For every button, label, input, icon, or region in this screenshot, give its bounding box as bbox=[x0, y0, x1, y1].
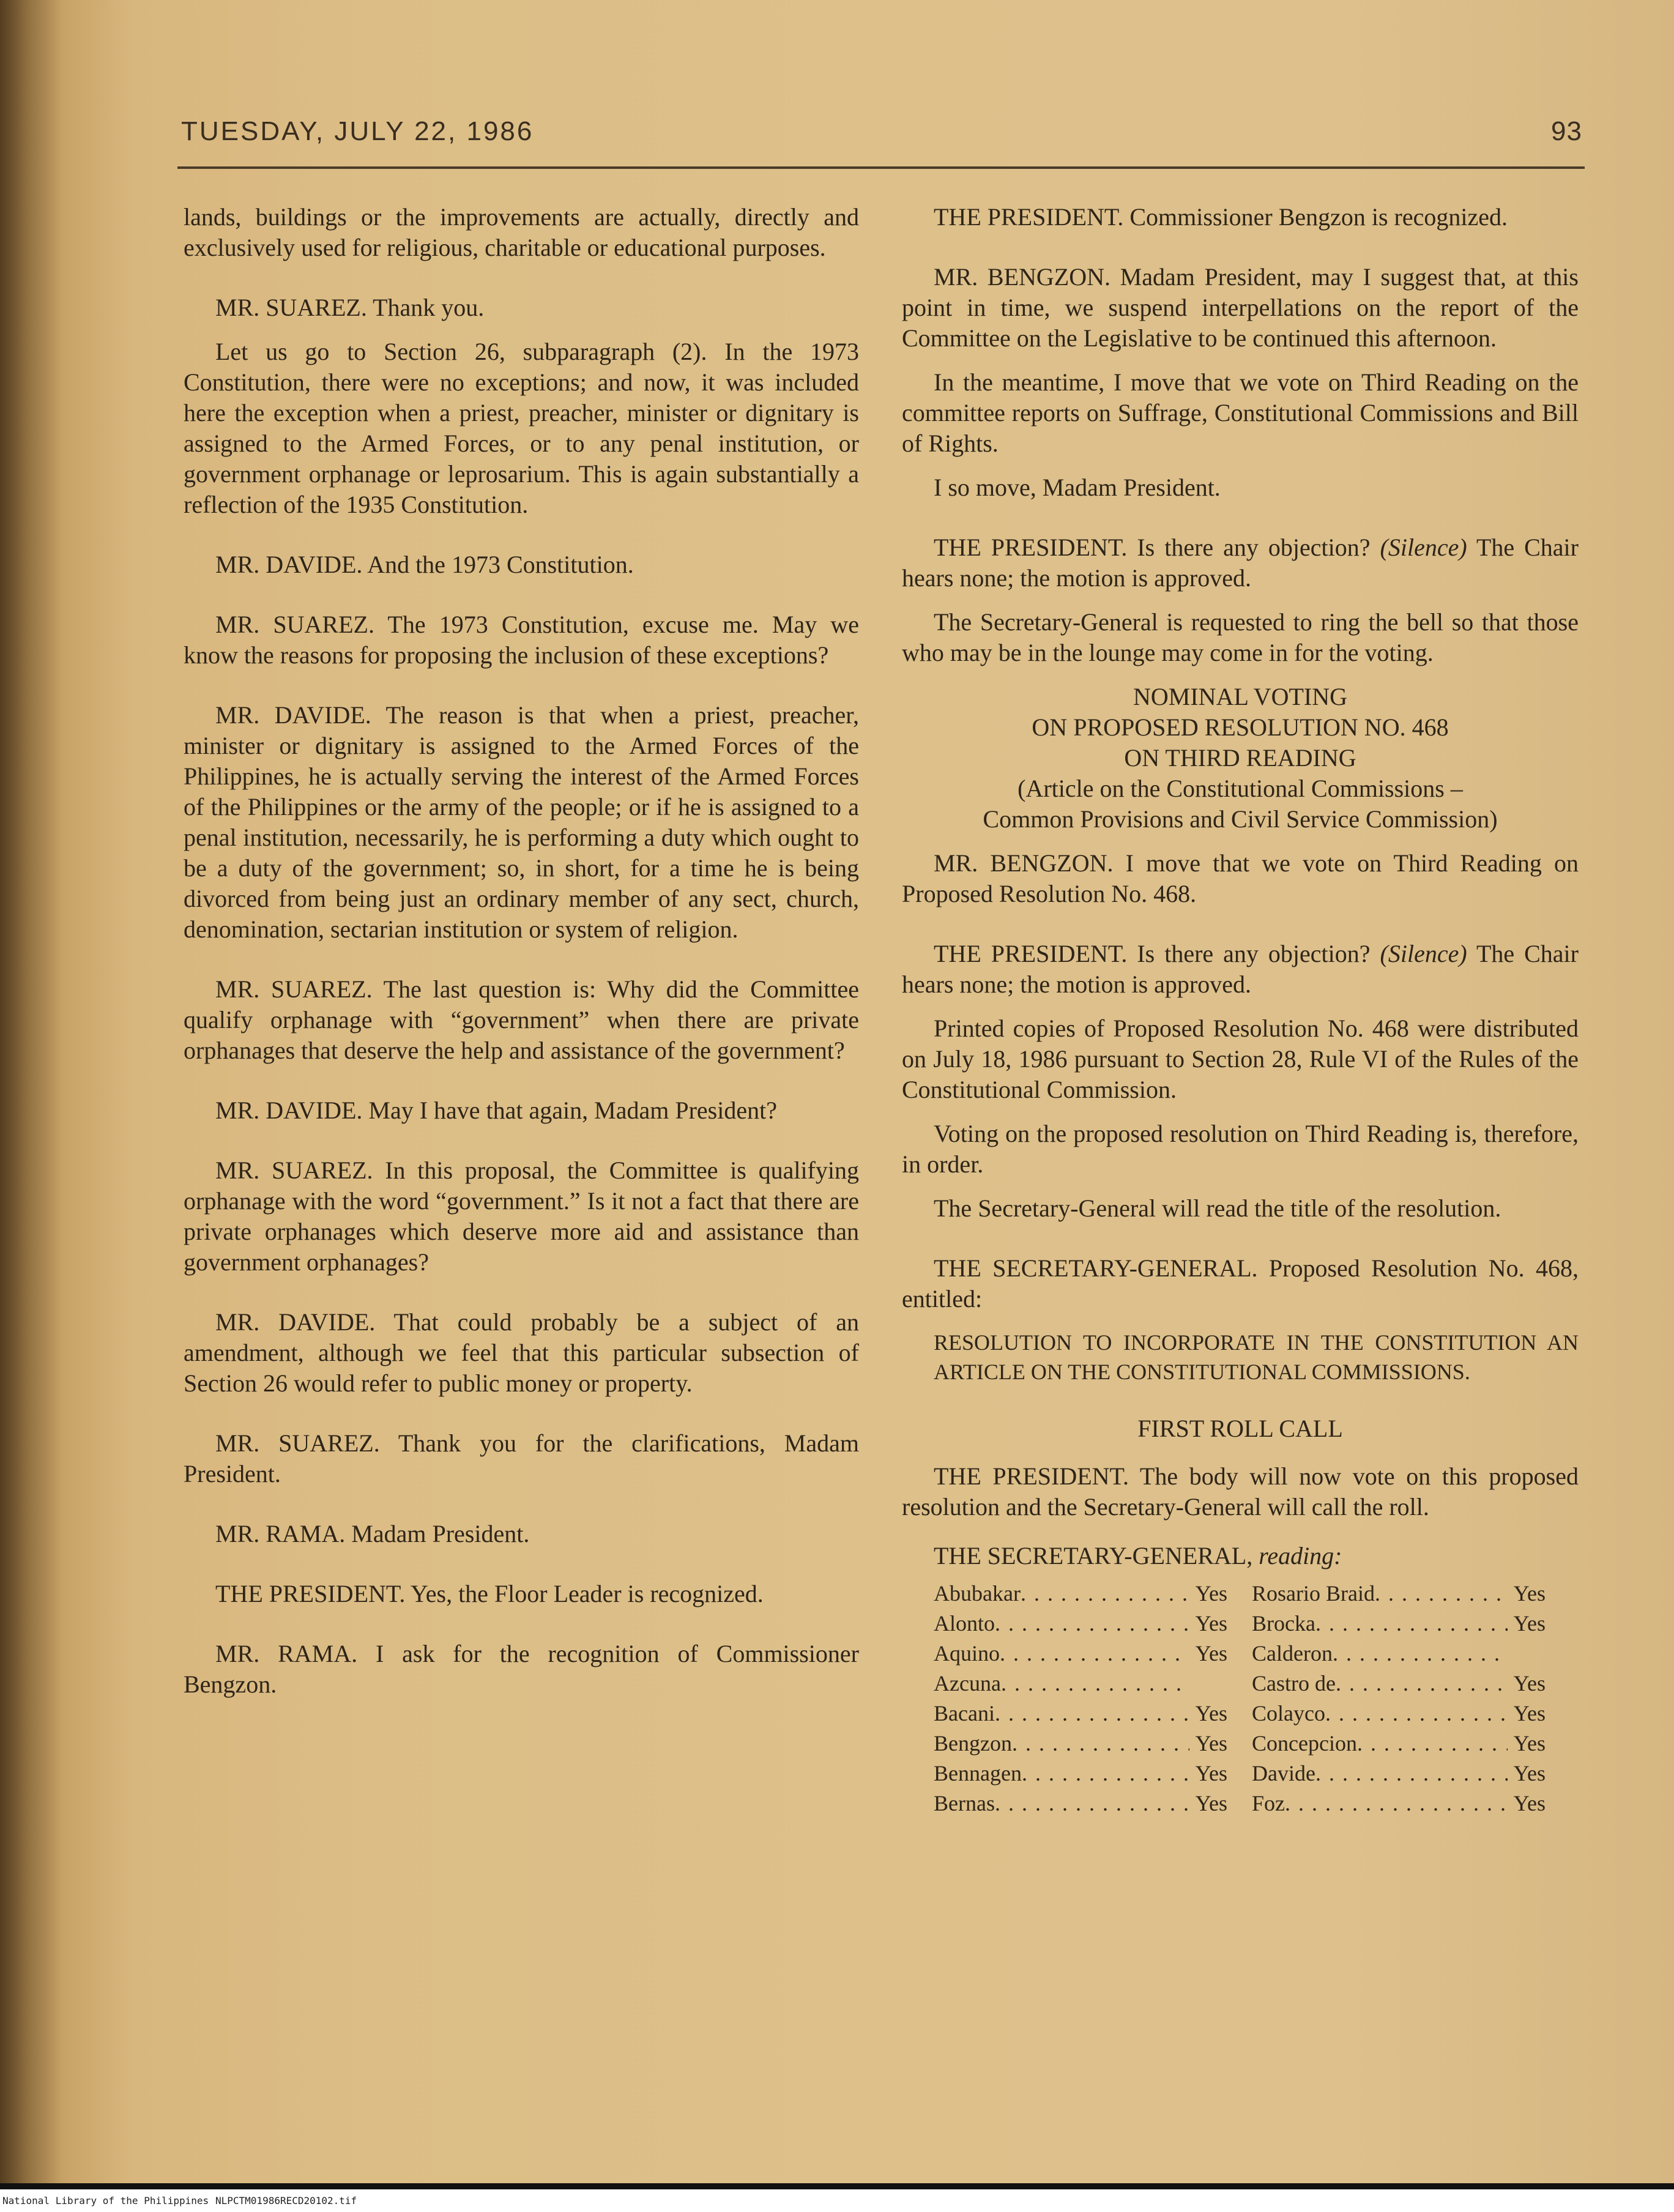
paragraph: MR. SUAREZ. The 1973 Constitution, excuse me. May we know the reasons for proposing the inclusion of these exceptions? bbox=[184, 611, 859, 669]
leader-dots bbox=[1315, 1759, 1508, 1789]
paragraph: MR. DAVIDE. That could probably be a subject of an amendment, although we feel that this particular subsection of Section 26 would refer to public money or property. bbox=[184, 1308, 859, 1397]
resolution-title: RESOLUTION TO INCORPORATE IN THE CONSTITUTION AN ARTICLE ON THE CONSTITUTIONAL COMMISSIONS. bbox=[934, 1330, 1579, 1384]
member-name: Bacani bbox=[934, 1701, 995, 1726]
member-name: Bennagen bbox=[934, 1761, 1022, 1786]
roll-call-entry bbox=[934, 1789, 1227, 1819]
member-vote: Yes bbox=[1513, 1731, 1546, 1756]
leader-dots bbox=[1333, 1639, 1508, 1669]
member-vote: Yes bbox=[1513, 1671, 1546, 1696]
paragraph bbox=[902, 939, 1579, 1000]
president-text: THE PRESIDENT. Is there any objection? bbox=[934, 940, 1371, 967]
header-date: TUESDAY, JULY 22, 1986 bbox=[181, 116, 534, 146]
roll-call-entry bbox=[1252, 1609, 1546, 1639]
member-name: Abubakar bbox=[934, 1581, 1021, 1606]
paragraph: THE PRESIDENT. The body will now vote on this proposed resolution and the Secretary-General will call the roll. bbox=[902, 1462, 1579, 1521]
member-vote: Yes bbox=[1195, 1761, 1227, 1786]
nominal-voting-heading bbox=[902, 682, 1579, 835]
paragraph: MR. SUAREZ. Thank you. bbox=[215, 294, 485, 321]
roll-call-entry bbox=[1252, 1729, 1546, 1759]
member-name: Colayco bbox=[1252, 1701, 1325, 1726]
member-name: Foz bbox=[1252, 1791, 1285, 1815]
member-vote: Yes bbox=[1513, 1701, 1546, 1726]
member-vote: Yes bbox=[1195, 1581, 1227, 1606]
heading-line: ON THIRD READING bbox=[1124, 744, 1356, 772]
leader-dots bbox=[1375, 1579, 1508, 1609]
member-vote: Yes bbox=[1513, 1581, 1546, 1606]
paragraph: The Secretary-General is requested to ring the bell so that those who may be in the lounge may come in for the voting. bbox=[902, 608, 1579, 666]
member-name: Aquino bbox=[934, 1641, 1000, 1666]
member-name: Rosario Braid bbox=[1252, 1581, 1375, 1606]
member-name: Concepcion bbox=[1252, 1731, 1357, 1756]
roll-call-column-1 bbox=[934, 1579, 1227, 1819]
heading-line: NOMINAL VOTING bbox=[1133, 683, 1347, 710]
paragraph: In the meantime, I move that we vote on Third Reading on the committee reports on Suffrage, Constitutional Commissions and Bill of Rights. bbox=[902, 368, 1579, 457]
heading-line: (Article on the Constitutional Commissions – bbox=[1017, 775, 1463, 802]
approval-text: The Chair hears none; the motion is approved. bbox=[902, 534, 1579, 592]
paragraph: Voting on the proposed resolution on Third Reading is, therefore, in order. bbox=[902, 1120, 1579, 1178]
leader-dots bbox=[1021, 1579, 1189, 1609]
roll-call-entry bbox=[934, 1729, 1227, 1759]
roll-call-entry bbox=[934, 1609, 1227, 1639]
silence-note: (Silence) bbox=[1380, 534, 1467, 561]
paragraph: Let us go to Section 26, subparagraph (2). In the 1973 Constitution, there were no exceptions; and now, it was included here the exception when a priest, preacher, minister or dignitary is assigned to the Armed Forces, or to any penal institution, or government orphanage or leprosarium. This is again substantially a reflection of the 1935 Constitution. bbox=[184, 338, 859, 518]
paragraph: I so move, Madam President. bbox=[934, 474, 1221, 501]
member-vote: Yes bbox=[1195, 1791, 1227, 1815]
sg-label: THE SECRETARY-GENERAL, bbox=[934, 1542, 1253, 1570]
silence-note: (Silence) bbox=[1380, 940, 1467, 967]
reading-label: reading: bbox=[1259, 1542, 1342, 1570]
president-text: THE PRESIDENT. Is there any objection? bbox=[934, 534, 1371, 561]
roll-call-entry bbox=[934, 1579, 1227, 1609]
paragraph: MR. SUAREZ. In this proposal, the Committee is qualifying orphanage with the word “government.” Is it not a fact that there are private orphanages which deserve more aid and assistance than government orphanages? bbox=[184, 1156, 859, 1276]
page-header bbox=[181, 116, 1582, 165]
left-column bbox=[184, 202, 859, 1713]
paragraph: lands, buildings or the improvements are actually, directly and exclusively used for religious, charitable or educational purposes. bbox=[184, 203, 859, 261]
roll-call-entry bbox=[1252, 1639, 1546, 1669]
paragraph: Printed copies of Proposed Resolution No. 468 were distributed on July 18, 1986 pursuant to Section 28, Rule VI of the Rules of the Constitutional Commission. bbox=[902, 1015, 1579, 1103]
paragraph: MR. DAVIDE. May I have that again, Madam President? bbox=[215, 1097, 777, 1124]
paragraph: MR. BENGZON. I move that we vote on Third Reading on Proposed Resolution No. 468. bbox=[902, 849, 1579, 907]
paragraph: THE PRESIDENT. Yes, the Floor Leader is recognized. bbox=[215, 1580, 764, 1607]
member-vote: Yes bbox=[1513, 1611, 1546, 1636]
paragraph: MR. RAMA. Madam President. bbox=[215, 1520, 530, 1547]
member-name: Alonto bbox=[934, 1611, 995, 1636]
library-credit: National Library of the Philippines bbox=[2, 2195, 209, 2206]
member-vote: Yes bbox=[1195, 1641, 1227, 1666]
right-column bbox=[902, 202, 1579, 1815]
roll-call-entry bbox=[1252, 1579, 1546, 1609]
paragraph: MR. SUAREZ. The last question is: Why did the Committee qualify orphanage with “government” when there are private orphanages that deserve the help and assistance of the government? bbox=[184, 975, 859, 1064]
member-vote bbox=[1508, 1639, 1546, 1669]
paragraph: The Secretary-General will read the title of the resolution. bbox=[934, 1194, 1501, 1222]
leader-dots bbox=[1336, 1669, 1508, 1699]
heading-line: Common Provisions and Civil Service Commission) bbox=[983, 805, 1498, 833]
scan-footer bbox=[0, 2189, 1674, 2212]
sg-reading-line bbox=[902, 1541, 1579, 1571]
leader-dots bbox=[1012, 1729, 1189, 1759]
member-vote bbox=[1189, 1669, 1227, 1699]
member-name: Azcuna bbox=[934, 1671, 1001, 1696]
roll-call-entry bbox=[934, 1759, 1227, 1789]
member-name: Bengzon bbox=[934, 1731, 1012, 1756]
paragraph: MR. BENGZON. Madam President, may I suggest that, at this point in time, we suspend interpellations on the report of the Committee on the Legislative to be continued this afternoon. bbox=[902, 263, 1579, 352]
paragraph: MR. RAMA. I ask for the recognition of Commissioner Bengzon. bbox=[184, 1640, 859, 1698]
member-name: Calderon bbox=[1252, 1641, 1333, 1666]
leader-dots bbox=[1022, 1759, 1189, 1789]
paragraph: MR. DAVIDE. And the 1973 Constitution. bbox=[215, 551, 634, 578]
leader-dots bbox=[1357, 1729, 1508, 1759]
member-vote: Yes bbox=[1195, 1701, 1227, 1726]
header-rule bbox=[177, 166, 1585, 169]
roll-call-entry bbox=[1252, 1789, 1546, 1819]
scan-bottom-edge bbox=[0, 2183, 1674, 2189]
paragraph: MR. DAVIDE. The reason is that when a priest, preacher, minister or dignitary is assigned to the Armed Forces of the Philippines, he is actually serving the interest of the Armed Forces of the Philippines or the army of the people; or if he is assigned to a penal institution, necessarily, he is performing a duty which ought to be a duty of the government; so, in short, for a time he is being divorced from being just an ordinary member of any sect, church, denomination, sectarian institution or system of religion. bbox=[184, 701, 859, 943]
roll-call-column-2 bbox=[1252, 1579, 1546, 1819]
member-name: Castro de bbox=[1252, 1671, 1336, 1696]
paragraph: MR. SUAREZ. Thank you for the clarifications, Madam President. bbox=[184, 1429, 859, 1488]
roll-call-entry bbox=[934, 1669, 1227, 1699]
member-name: Davide bbox=[1252, 1761, 1315, 1786]
paragraph bbox=[902, 532, 1579, 594]
first-roll-call-heading: FIRST ROLL CALL bbox=[1137, 1415, 1343, 1442]
paragraph: THE PRESIDENT. Commissioner Bengzon is recognized. bbox=[934, 203, 1508, 231]
leader-dots bbox=[1285, 1789, 1508, 1819]
roll-call-entry bbox=[1252, 1759, 1546, 1789]
roll-call-entry bbox=[1252, 1669, 1546, 1699]
roll-call-entry bbox=[1252, 1699, 1546, 1729]
leader-dots bbox=[995, 1609, 1189, 1639]
member-vote: Yes bbox=[1513, 1791, 1546, 1815]
leader-dots bbox=[1315, 1609, 1508, 1639]
member-name: Bernas bbox=[934, 1791, 995, 1815]
page-number: 93 bbox=[1551, 116, 1582, 146]
scan-filename: NLPCTM01986RECD20102.tif bbox=[215, 2195, 357, 2206]
leader-dots bbox=[1001, 1669, 1189, 1699]
leader-dots bbox=[995, 1699, 1189, 1729]
member-vote: Yes bbox=[1195, 1611, 1227, 1636]
member-name: Brocka bbox=[1252, 1611, 1315, 1636]
roll-call-entry bbox=[934, 1639, 1227, 1669]
roll-call-entry bbox=[934, 1699, 1227, 1729]
heading-line: ON PROPOSED RESOLUTION NO. 468 bbox=[1032, 713, 1449, 741]
approval-text: The Chair hears none; the motion is approved. bbox=[902, 940, 1579, 998]
binding-shadow bbox=[0, 0, 61, 2189]
paragraph: THE SECRETARY-GENERAL. Proposed Resolution No. 468, entitled: bbox=[902, 1254, 1579, 1313]
leader-dots bbox=[995, 1789, 1189, 1819]
leader-dots bbox=[1325, 1699, 1508, 1729]
leader-dots bbox=[1000, 1639, 1189, 1669]
member-vote: Yes bbox=[1513, 1761, 1546, 1786]
member-vote: Yes bbox=[1195, 1731, 1227, 1756]
